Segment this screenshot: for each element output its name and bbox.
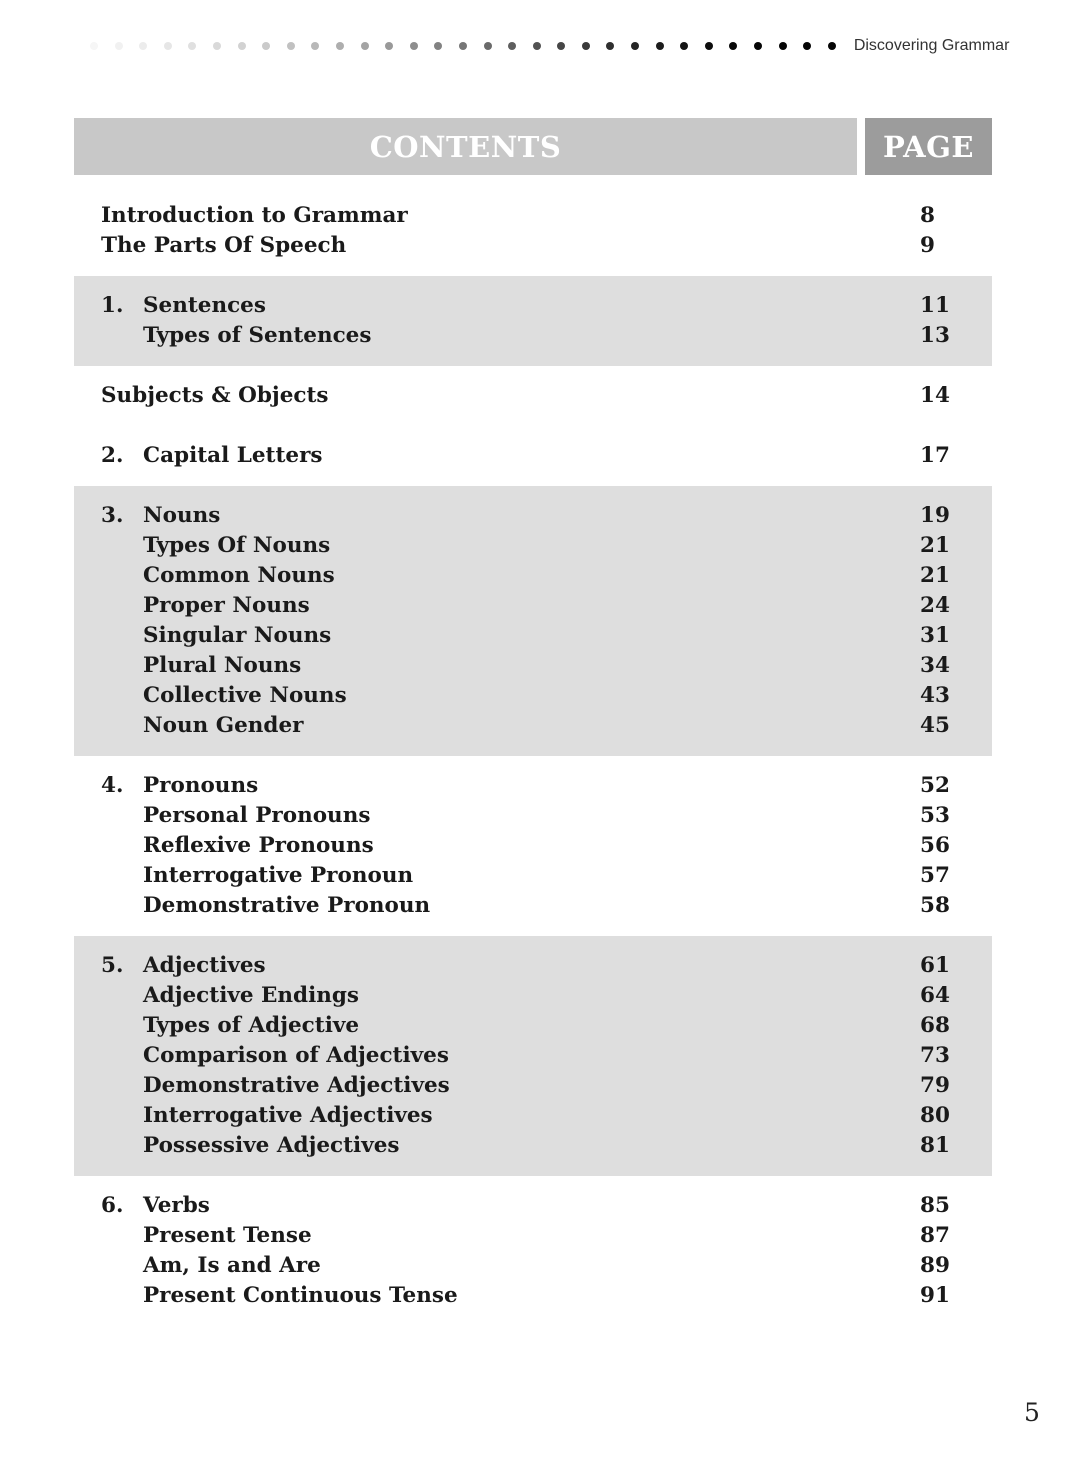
decorative-dot (164, 42, 172, 50)
entry-page-number: 87 (920, 1223, 950, 1248)
entry-page-number: 21 (920, 533, 950, 558)
toc-entry (74, 591, 992, 621)
toc-entry (74, 1071, 992, 1101)
entry-page-number: 13 (920, 323, 950, 348)
page-number: 5 (1024, 1398, 1040, 1427)
toc-entry (74, 681, 992, 711)
entry-title: Interrogative Pronoun (143, 863, 414, 888)
decorative-dot (90, 42, 98, 50)
entry-title: Adjective Endings (143, 983, 360, 1008)
entry-page-number: 64 (920, 983, 950, 1008)
toc-entry (74, 1191, 992, 1221)
toc-entry (74, 651, 992, 681)
entry-page-number: 11 (920, 293, 950, 318)
decorative-dot (680, 42, 688, 50)
toc-entry (74, 201, 992, 231)
decorative-dot (459, 42, 467, 50)
toc-section (74, 1176, 992, 1326)
entry-page-number: 17 (920, 443, 950, 468)
entry-title: Types of Adjective (143, 1013, 360, 1038)
decorative-dot-row (90, 42, 836, 50)
decorative-dot (484, 42, 492, 50)
decorative-dot (213, 42, 221, 50)
toc-entry (74, 1041, 992, 1071)
toc-entry (74, 441, 992, 471)
decorative-dot (188, 42, 196, 50)
entry-title: Plural Nouns (143, 653, 302, 678)
entry-title: Singular Nouns (143, 623, 332, 648)
page-column-heading: PAGE (865, 118, 992, 175)
entry-title: Comparison of Adjectives (143, 1043, 449, 1068)
decorative-dot (434, 42, 442, 50)
entry-page-number: 19 (920, 503, 950, 528)
entry-page-number: 8 (920, 203, 935, 228)
entry-page-number: 79 (920, 1073, 950, 1098)
toc-entry (74, 291, 992, 321)
entry-title: Pronouns (143, 773, 259, 798)
toc-section (74, 426, 992, 486)
entry-page-number: 80 (920, 1103, 950, 1128)
decorative-dot (385, 42, 393, 50)
decorative-dot (582, 42, 590, 50)
entry-title: Personal Pronouns (143, 803, 371, 828)
toc-entry (74, 711, 992, 741)
entry-page-number: 85 (920, 1193, 950, 1218)
entry-page-number: 14 (920, 383, 950, 408)
decorative-dot (631, 42, 639, 50)
entry-page-number: 52 (920, 773, 950, 798)
book-title: Discovering Grammar (853, 37, 1010, 54)
decorative-dot (361, 42, 369, 50)
entry-page-number: 91 (920, 1283, 950, 1308)
decorative-dot (803, 42, 811, 50)
entry-page-number: 89 (920, 1253, 950, 1278)
toc-entry (74, 501, 992, 531)
entry-page-number: 43 (920, 683, 950, 708)
toc-entry (74, 381, 992, 411)
entry-page-number: 53 (920, 803, 950, 828)
toc-entry (74, 981, 992, 1011)
toc-entry (74, 831, 992, 861)
toc-entry (74, 771, 992, 801)
entry-title: Noun Gender (143, 713, 304, 738)
toc-entry (74, 861, 992, 891)
toc-entry (74, 1251, 992, 1281)
decorative-dot (139, 42, 147, 50)
decorative-dot (508, 42, 516, 50)
toc-section (74, 936, 992, 1176)
running-head (90, 34, 1045, 58)
contents-header-bar (74, 118, 992, 175)
entry-title: Proper Nouns (143, 593, 310, 618)
entry-page-number: 9 (920, 233, 935, 258)
entry-title: Introduction to Grammar (101, 203, 408, 228)
decorative-dot (287, 42, 295, 50)
toc-section (74, 486, 992, 756)
decorative-dot (557, 42, 565, 50)
entry-title: The Parts Of Speech (101, 233, 347, 258)
entry-title: Verbs (143, 1193, 210, 1218)
decorative-dot (606, 42, 614, 50)
toc-entry (74, 1011, 992, 1041)
entry-page-number: 21 (920, 563, 950, 588)
entry-title: Subjects & Objects (101, 383, 329, 408)
entry-page-number: 58 (920, 893, 950, 918)
decorative-dot (705, 42, 713, 50)
toc-entry (74, 1131, 992, 1161)
toc-entry (74, 231, 992, 261)
decorative-dot (311, 42, 319, 50)
entry-page-number: 34 (920, 653, 950, 678)
entry-title: Nouns (143, 503, 221, 528)
chapter-number: 5. (101, 953, 124, 978)
toc-entry (74, 531, 992, 561)
entry-page-number: 56 (920, 833, 950, 858)
entry-page-number: 24 (920, 593, 950, 618)
toc-section (74, 756, 992, 936)
toc-entry (74, 321, 992, 351)
entry-page-number: 61 (920, 953, 950, 978)
toc-entry (74, 1281, 992, 1311)
entry-page-number: 45 (920, 713, 950, 738)
entry-title: Adjectives (143, 953, 266, 978)
entry-title: Types Of Nouns (143, 533, 331, 558)
entry-title: Common Nouns (143, 563, 335, 588)
toc-entry (74, 891, 992, 921)
contents-heading: CONTENTS (74, 118, 857, 175)
toc-entry (74, 1101, 992, 1131)
decorative-dot (336, 42, 344, 50)
decorative-dot (115, 42, 123, 50)
toc-section (74, 366, 992, 426)
entry-title: Interrogative Adjectives (143, 1103, 433, 1128)
decorative-dot (533, 42, 541, 50)
entry-title: Types of Sentences (143, 323, 372, 348)
toc-entry (74, 561, 992, 591)
entry-title: Reflexive Pronouns (143, 833, 374, 858)
entry-page-number: 73 (920, 1043, 950, 1068)
toc-section (74, 276, 992, 366)
chapter-number: 2. (101, 443, 124, 468)
chapter-number: 3. (101, 503, 124, 528)
entry-page-number: 68 (920, 1013, 950, 1038)
decorative-dot (754, 42, 762, 50)
toc-entry (74, 951, 992, 981)
chapter-number: 6. (101, 1193, 124, 1218)
decorative-dot (656, 42, 664, 50)
decorative-dot (729, 42, 737, 50)
decorative-dot (410, 42, 418, 50)
table-of-contents (74, 186, 992, 1326)
entry-title: Present Tense (143, 1223, 312, 1248)
chapter-number: 4. (101, 773, 124, 798)
toc-entry (74, 801, 992, 831)
toc-entry (74, 1221, 992, 1251)
toc-entry (74, 621, 992, 651)
entry-title: Sentences (143, 293, 266, 318)
decorative-dot (828, 42, 836, 50)
entry-title: Demonstrative Adjectives (143, 1073, 450, 1098)
entry-page-number: 31 (920, 623, 950, 648)
decorative-dot (262, 42, 270, 50)
entry-title: Demonstrative Pronoun (143, 893, 431, 918)
toc-section (74, 186, 992, 276)
entry-title: Capital Letters (143, 443, 323, 468)
entry-title: Possessive Adjectives (143, 1133, 400, 1158)
entry-title: Present Continuous Tense (143, 1283, 458, 1308)
chapter-number: 1. (101, 293, 124, 318)
entry-page-number: 57 (920, 863, 950, 888)
entry-title: Am, Is and Are (143, 1253, 321, 1278)
decorative-dot (779, 42, 787, 50)
decorative-dot (238, 42, 246, 50)
entry-title: Collective Nouns (143, 683, 347, 708)
entry-page-number: 81 (920, 1133, 950, 1158)
